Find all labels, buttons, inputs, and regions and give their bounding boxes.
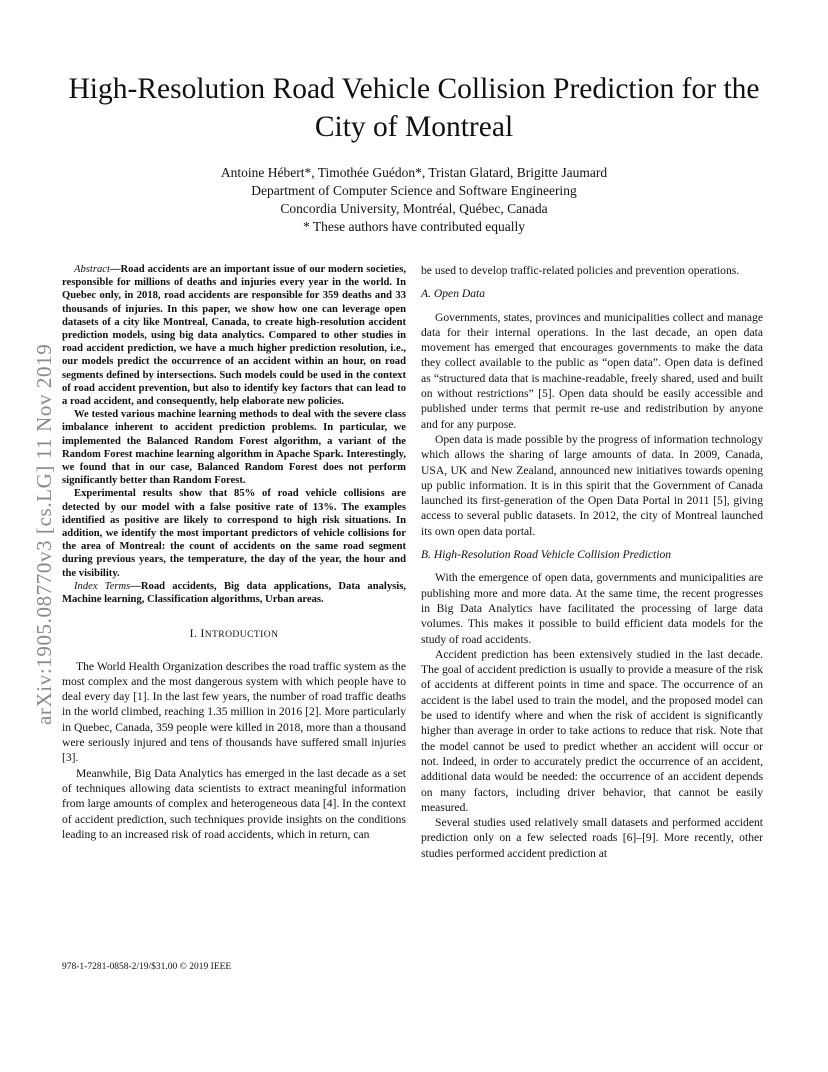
arxiv-sidebar: [22, 285, 56, 725]
abstract-paragraph-3: Experimental results show that 85% of road vehicle collisions are detected by our model with a false positive rate of 13%. The examples identified as positive are likely to correspond to high risk situations. In addition, we identify the most important predictors of vehicle collisions for the area of Montreal: the count of accidents on the same road segment during previous years, the temperature, the day of the year, the hour and the visibility.: [62, 488, 406, 579]
intro-continuation: be used to develop traffic-related policies and prevention operations.: [421, 264, 740, 277]
intro-paragraph-1: The World Health Organization describes the road traffic system as the most complex and the most dangerous system with which people have to deal every day [1]. In the last few years, the number of road traffic deaths in the world climbed, reaching 1.35 million in 2016 [2]. More particularly in Quebec, Canada, 359 people were killed in 2018, more than a thousand were seriously injured and tens of thousands have suffered small injuries [3].: [62, 659, 406, 765]
index-terms-label: Index Terms: [74, 580, 131, 592]
equal-contribution-note: * These authors have contributed equally: [302, 219, 526, 234]
index-terms-text: —Road accidents, Big data applications, Data analysis, Machine learning, Classification algorithms, Urban areas.: [62, 580, 406, 606]
abstract-label: Abstract: [74, 264, 110, 275]
paper-title: High-Resolution Road Vehicle Collision Prediction for the City of Montreal: [68, 73, 760, 143]
section-heading-rest: NTRODUCTION: [204, 629, 279, 641]
abstract-text: —Road accidents are an important issue of our modern societies, responsible for millions of deaths and injuries every year in the world. In Quebec only, in 2018, road accidents are responsible for 359 deaths and 33 thousands of injuries. In this paper, we show how one can leverage open datasets of a city like Montreal, Canada, to create high-resolution accident prediction models, using big data analytics. Compared to other studies in road accident prediction, we have a much higher prediction resolution, i.e., our models predict the occurrence of an accident within an hour, on road segments defined by intersections. Such models could be used in the context of road accident prevention, but also to identify key factors that can lead to a road accident, and consequently, help elaborate new policies.: [62, 264, 406, 408]
author-block: [60, 164, 768, 236]
affiliation: Concordia University, Montréal, Québec, Canada: [280, 201, 548, 216]
copyright-footer: 978-1-7281-0858-2/19/$31.00 © 2019 IEEE: [62, 962, 232, 972]
open-data-paragraph-1: Governments, states, provinces and municipalities collect and manage data for their internal operations. In the last decade, an open data movement has emerged that encourages governments to make the data they collect available to the public as “open data”. Open data is defined as “structured data that is machine-readable, freely shared, used and built on without restrictions” [5]. Open data should be easily accessible and published under terms that permit re-use and redistribution by anyone and for any purpose.: [421, 310, 763, 431]
right-column: [421, 263, 763, 861]
left-column: [62, 263, 406, 842]
intro-paragraph-2: Meanwhile, Big Data Analytics has emerged in the last decade as a set of techniques allowing data scientists to extract meaningful information from large amounts of complex and heterogeneous data [4]. In the context of accident prediction, such techniques provide insights on the conditions leading to an increased risk of road accidents, which in return, can: [62, 766, 406, 841]
arxiv-identifier: arXiv:1905.08770v3 [cs.LG] 11 Nov 2019: [32, 343, 56, 725]
index-terms: [62, 580, 406, 606]
subsection-heading-open-data: A. Open Data: [421, 287, 486, 301]
author-names: Antoine Hébert*, Timothée Guédon*, Tristan Glatard, Brigitte Jaumard: [220, 165, 608, 180]
section-numeral: I.: [189, 627, 201, 641]
abstract-paragraph: [62, 263, 406, 408]
abstract-paragraph-2: We tested various machine learning methods to deal with the severe class imbalance inherent to accident prediction problems. In particular, we implemented the Balanced Random Forest algorithm, a variant of the Random Forest machine learning algorithm in Apache Spark. Interestingly, we found that in our case, Balanced Random Forest does not perform significantly better than Random Forest.: [62, 409, 406, 487]
subsection-heading-collision-prediction: B. High-Resolution Road Vehicle Collision Prediction: [421, 548, 672, 562]
collision-paragraph-1: With the emergence of open data, governments and municipalities are publishing more and more data. At the same time, the recent progresses in Big Data Analytics have facilitated the processing of large data volumes. This makes it possible to build efficient data models for the study of road accidents.: [421, 571, 763, 646]
open-data-paragraph-2: Open data is made possible by the progress of information technology which allows the sharing of large amounts of data. In 2009, Canada, USA, UK and New Zealand, announced new initiatives towards opening up public information. It is in this spirit that the Government of Canada launched its first-generation of the Open Data Portal in 2011 [5], giving access to several public datasets. In 2012, the city of Montreal launched its own open data portal.: [421, 432, 763, 538]
collision-paragraph-3: Several studies used relatively small datasets and performed accident prediction only on a few selected roads [6]–[9]. More recently, other studies performed accident prediction at: [421, 816, 763, 860]
section-heading-initial: I: [200, 627, 205, 641]
section-heading-introduction: [62, 626, 406, 642]
collision-paragraph-2: Accident prediction has been extensively studied in the last decade. The goal of accident prediction is usually to provide a measure of the risk of accidents at different points in time and space. The occurrence of an accident is the label used to train the model, and the proposed model can be used to identify where and when the risk of accident is significantly higher than average in order to take actions to reduce that risk. Note that the model cannot be used to predict whether an accident will occur or not. Indeed, in order to accurately predict the occurrence of an accident, additional data would be needed: the occurrence of an accident depends on many factors, including driver behavior, that cannot be easily measured.: [421, 647, 763, 814]
department: Department of Computer Science and Software Engineering: [251, 183, 577, 198]
